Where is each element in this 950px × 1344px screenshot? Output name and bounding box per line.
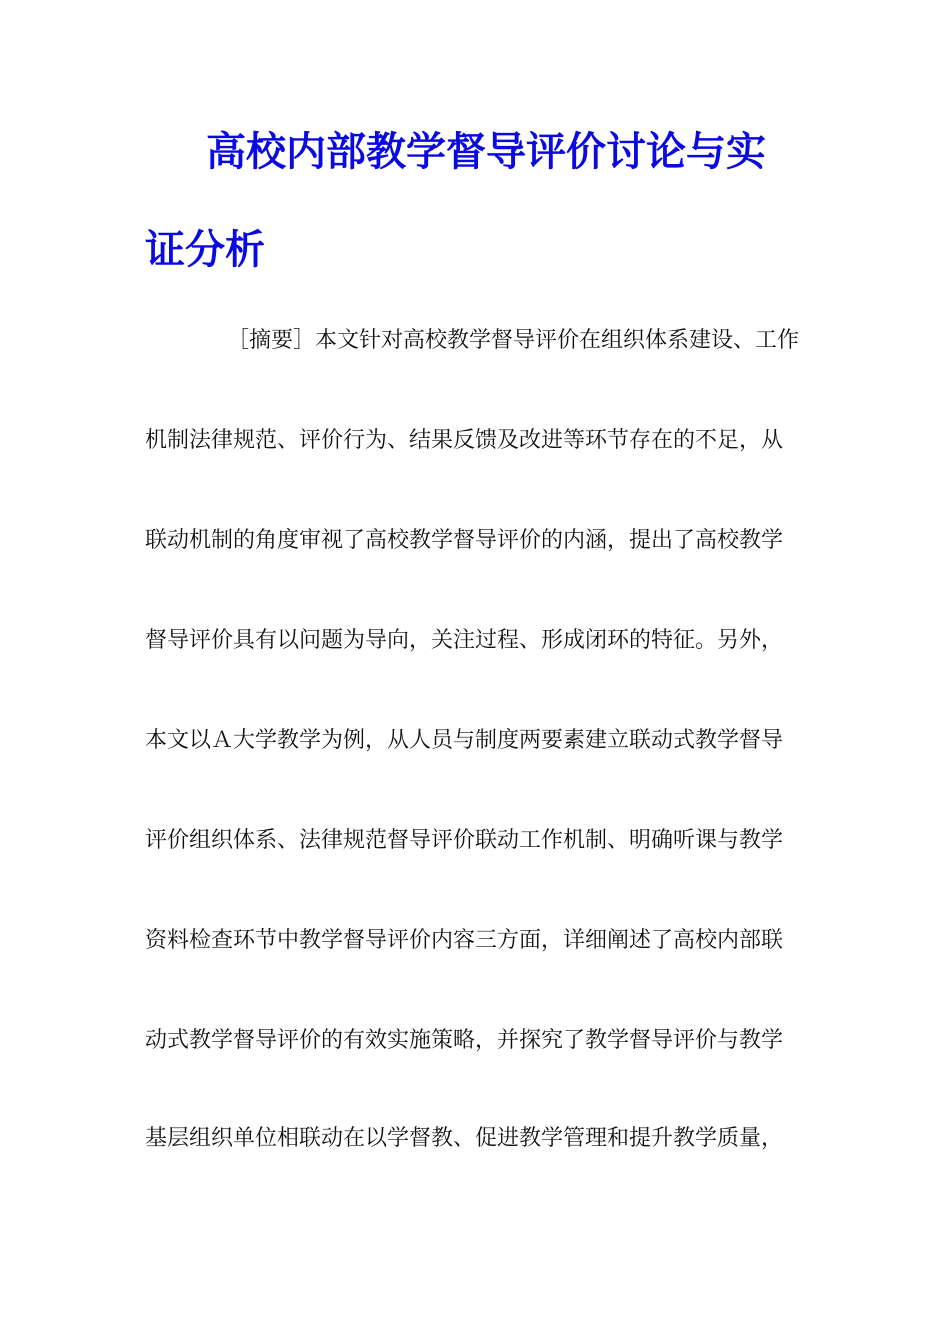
abstract-line-7: 资料检查环节中教学督导评价内容三方面，详细阐述了高校内部联	[145, 928, 784, 953]
abstract-line-3: 联动机制的角度审视了高校教学督导评价的内涵，提出了高校教学	[145, 528, 784, 553]
abstract-line-5: 本文以Ａ大学教学为例，从人员与制度两要素建立联动式教学督导	[145, 728, 784, 753]
abstract-line-6: 评价组织体系、法律规范督导评价联动工作机制、明确听课与教学	[145, 828, 784, 853]
abstract-line-4: 督导评价具有以问题为导向，关注过程、形成闭环的特征。另外，	[145, 628, 784, 653]
abstract-line-8: 动式教学督导评价的有效实施策略，并探究了教学督导评价与教学	[145, 1028, 784, 1053]
abstract-line-9: 基层组织单位相联动在以学督教、促进教学管理和提升教学质量，	[145, 1126, 784, 1151]
document-title-line-1: 高校内部教学督导评价讨论与实	[206, 128, 766, 175]
abstract-line-2: 机制法律规范、评价行为、结果反馈及改进等环节存在的不足，从	[145, 428, 784, 453]
document-title-line-2: 证分析	[145, 226, 265, 273]
abstract-line-1: ［摘要］本文针对高校教学督导评价在组织体系建设、工作	[227, 328, 800, 353]
